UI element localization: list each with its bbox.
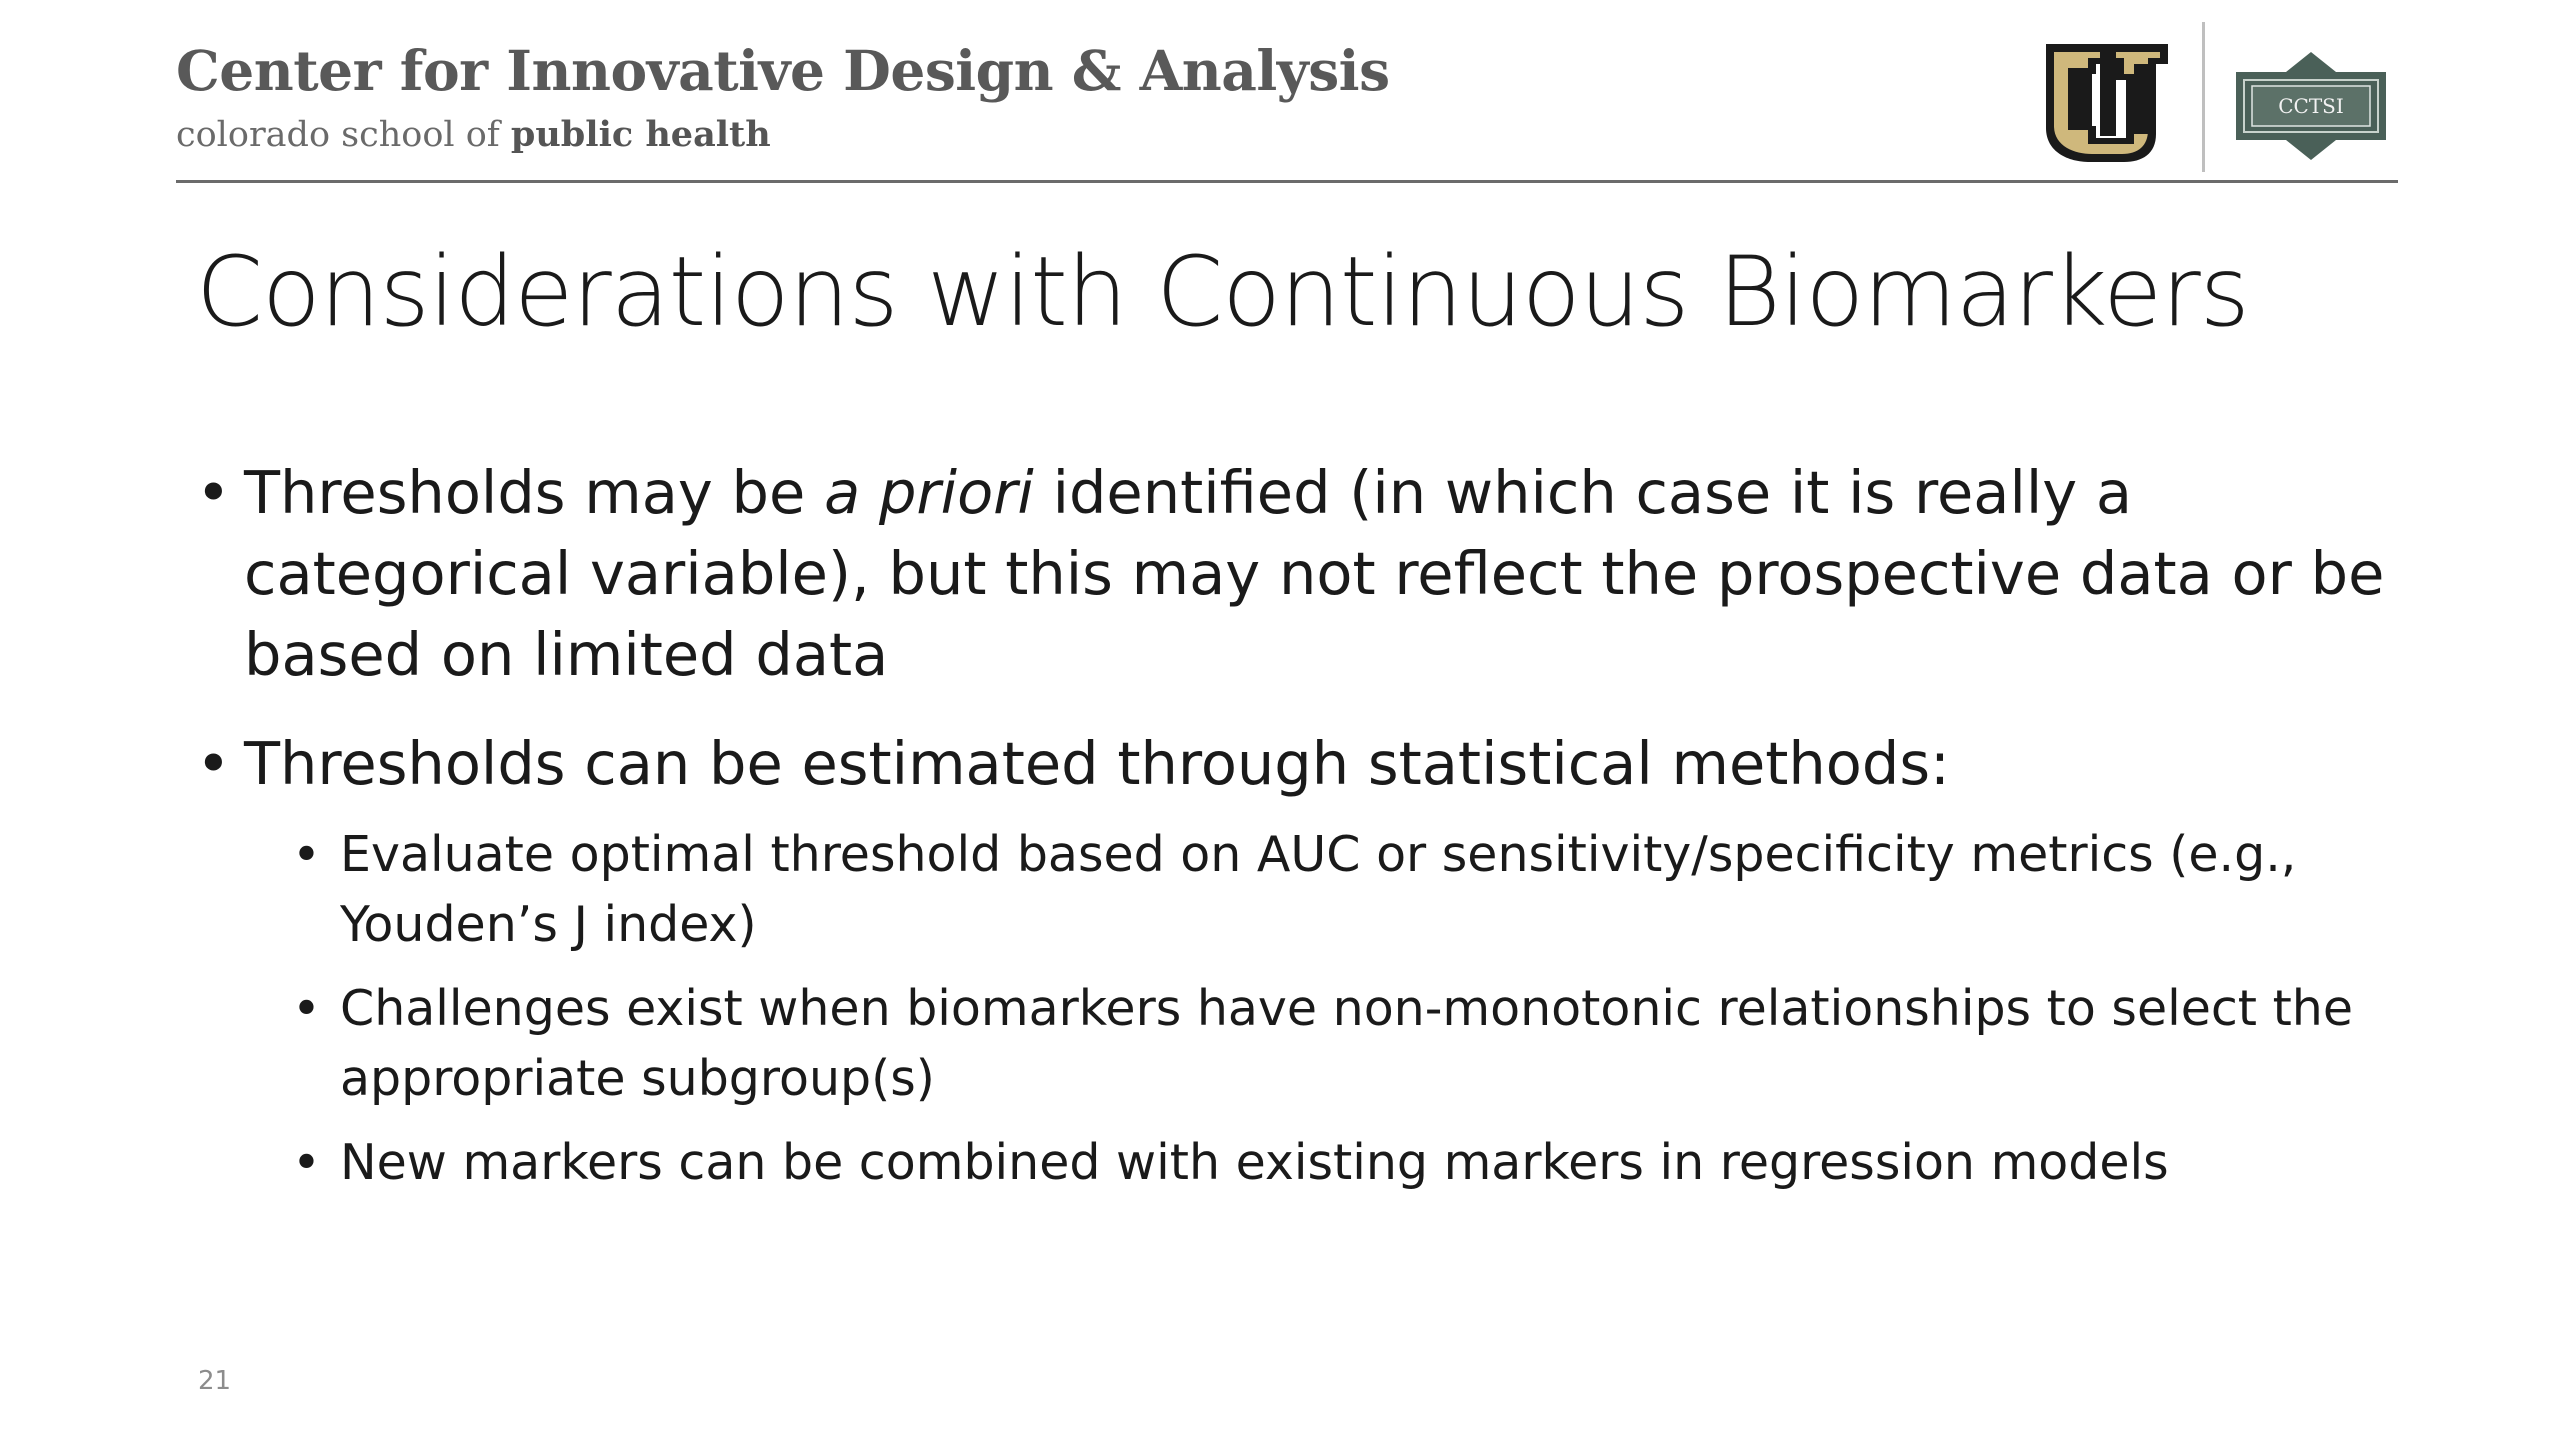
bullet-text: Thresholds can be estimated through statistical methods: — [244, 729, 1950, 798]
bullet-item — [196, 723, 2436, 804]
bullet-text-italic: a priori — [824, 458, 1034, 527]
sub-bullet-dot: • — [292, 980, 321, 1037]
org-subtitle-strong: public health — [510, 114, 771, 155]
bullet-item — [196, 452, 2436, 695]
org-subtitle-prefix: colorado school of — [176, 115, 500, 155]
org-name: Center for Innovative Design & Analysis — [176, 38, 1390, 103]
sub-bullet-list — [292, 820, 2422, 1212]
logo-divider — [2202, 22, 2205, 172]
bullet-text-pre: Thresholds may be — [244, 458, 825, 527]
cctsi-logo-icon — [2232, 50, 2390, 162]
sub-bullet-dot: • — [292, 1134, 321, 1191]
sub-bullet-dot: • — [292, 826, 321, 883]
org-subtitle — [176, 114, 771, 155]
bullet-dot: • — [196, 729, 231, 798]
slide-title: Considerations with Continuous Biomarkers — [196, 236, 2249, 348]
sub-bullet-text: Challenges exist when biomarkers have non-monotonic relationships to select the appropriate subgroup(s) — [340, 980, 2353, 1107]
sub-bullet-text: New markers can be combined with existing markers in regression models — [340, 1134, 2169, 1191]
cctsi-logo-text: CCTSI — [2278, 94, 2344, 118]
header-rule — [176, 180, 2398, 183]
sub-bullet-item — [292, 820, 2422, 960]
cu-logo-icon — [2038, 30, 2176, 168]
sub-bullet-item — [292, 974, 2422, 1114]
bullet-text-post: identified (in which case it is really a categorical variable), but this may not reflect the prospective data or be based on limited data — [244, 458, 2385, 689]
sub-bullet-text: Evaluate optimal threshold based on AUC or sensitivity/specificity metrics (e.g., Youden’s J index) — [340, 826, 2297, 953]
bullet-dot: • — [196, 458, 231, 527]
slide-number: 21 — [198, 1366, 232, 1396]
bullet-list — [196, 452, 2436, 832]
sub-bullet-item — [292, 1128, 2422, 1198]
